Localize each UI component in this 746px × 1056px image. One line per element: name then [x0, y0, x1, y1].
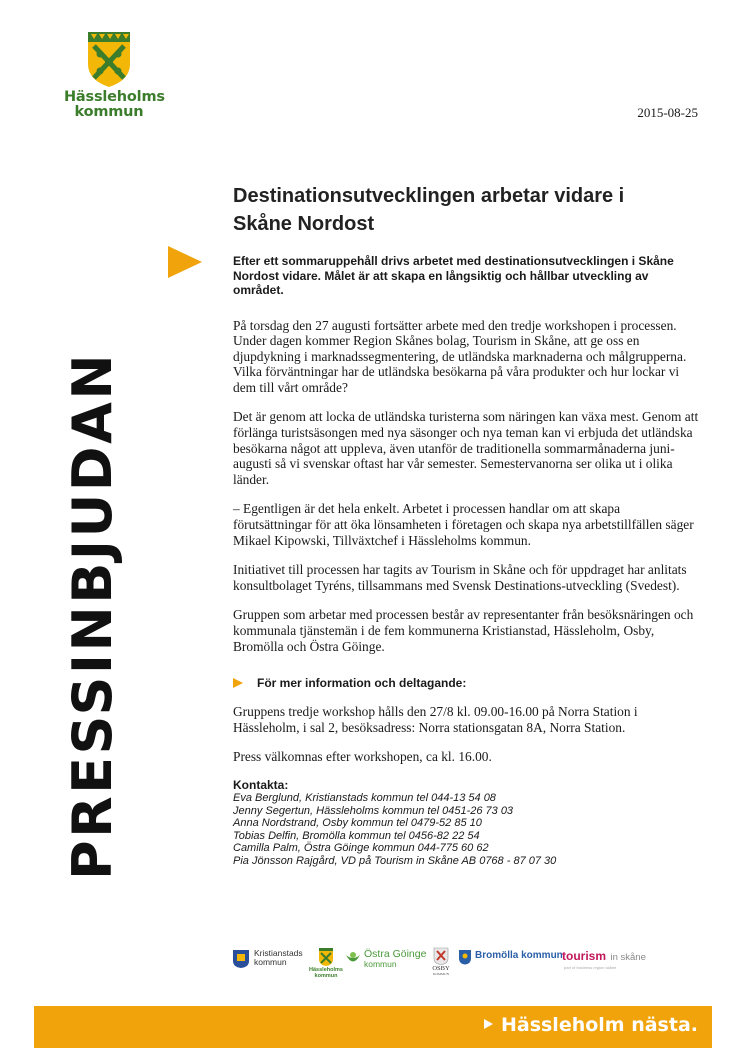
ostra-goinge-leaf-icon [344, 950, 362, 968]
bromolla-shield-icon [458, 949, 472, 965]
info-heading [233, 676, 701, 690]
hassleholm-small-shield-icon [318, 947, 334, 967]
small-arrow-icon [233, 678, 243, 688]
paragraph: – Egentligen är det hela enkelt. Arbetet i processen handlar om att skapa förutsättningar för att öka lönsamheten i företagen och skapa nya arbetstillfällen säger Mikael Kipowski, Tillväxtchef i Hässleholms kommun. [233, 501, 694, 548]
document-date: 2015-08-25 [637, 105, 698, 120]
hassleholm-logo [64, 30, 165, 120]
info-paragraph: Press välkomnas efter workshopen, ca kl. 16.00. [233, 749, 492, 765]
orange-arrow-icon [168, 246, 202, 278]
logo-name [64, 89, 165, 120]
paragraph: På torsdag den 27 augusti fortsätter arbete med den tredje workshopen i processen. Under dagen kommer Region Skånes bolag, Tourism in Skåne, att ge oss en djupdykning i marknadssegmentering, de utländska marknaderna och målgrupperna. Vilka förväntningar har de utländska besökarna på våra produkter och hur lockar vi dem till vårt område? [233, 317, 687, 395]
footer-slogan [484, 1014, 698, 1036]
contact-line: Jenny Segertun, Hässleholms kommun tel 0451-26 73 03 [233, 804, 514, 817]
contact-line: Anna Nordstrand, Osby kommun tel 0479-52 85 10 [233, 817, 482, 830]
partner-logos [232, 945, 652, 987]
osby-sub: KOMMUN [432, 972, 450, 976]
footer-slogan-text: Hässleholm nästa. [500, 1014, 698, 1036]
headline-line-2: Skåne Nordost [233, 213, 375, 235]
tourism-rest: in skåne [610, 952, 646, 963]
contact-line: Camilla Palm, Östra Göinge kommun 044-775 60 62 [233, 842, 489, 855]
contact-line: Tobias Delfin, Bromölla kommun tel 0456-82 22 54 [233, 829, 480, 842]
ostra-goinge-sub: kommun [364, 959, 397, 969]
osby-logo [428, 947, 454, 976]
contact-title: Kontakta: [233, 777, 289, 792]
hassleholm-small-logo [306, 947, 346, 979]
press-release-body [233, 182, 701, 868]
contact-line: Pia Jönsson Rajgård, VD på Tourism in Skåne AB 0768 - 87 07 30 [233, 854, 557, 867]
headline-line-1: Destinationsutvecklingen arbetar vidare i [233, 185, 625, 207]
tourism-word: tourism [562, 949, 607, 963]
hassleholm-coat-of-arms-icon [86, 30, 132, 88]
logo-line-1: Hässleholms [64, 89, 165, 105]
osby-shield-icon [433, 947, 449, 965]
hassleholm-small-sub: kommun [314, 973, 338, 979]
info-paragraph: Gruppens tredje workshop hålls den 27/8 kl. 09.00-16.00 på Norra Station i Hässleholm, i sal 2, besöksadress: Norra stationsgatan 8A, Norra Station. [233, 704, 638, 735]
osby-name: OSBY [432, 965, 450, 972]
tourism-tagline: part of business region skåne [564, 965, 617, 970]
kristianstad-name: Kristianstads [254, 948, 303, 958]
ostra-goinge-name: Östra Göinge [364, 948, 427, 960]
footer-banner [34, 1006, 712, 1048]
kristianstad-shield-icon [232, 949, 250, 969]
press-invitation-label: PRESSINBJUDAN [61, 351, 124, 880]
hassleholm-small-name: Hässleholms [309, 967, 343, 973]
headline [233, 182, 701, 238]
kristianstad-sub: kommun [254, 957, 287, 967]
info-heading-text: För mer information och deltagande: [257, 676, 467, 691]
paragraph: Gruppen som arbetar med processen består av representanter från besöksnäringen och kommunala tjänstemän i de fem kommunerna Kristianstad, Hässleholm, Osby, Bromölla och Östra Göinge. [233, 607, 694, 654]
footer-arrow-icon [484, 1019, 493, 1029]
paragraph: Initiativet till processen har tagits av Tourism in Skåne och för uppdraget har anlitats konsultbolaget Tyréns, tillsammans med Svensk Destinations-utveckling (Svedest). [233, 562, 687, 593]
paragraph: Det är genom att locka de utländska turisterna som näringen kan växa mest. Genom att förlänga turistsäsongen med nya säsonger och nya teman kan vi erbjuda det utländska besökarna något att uppleva, även utanför de traditionella sommarmånaderna juni-augusti så vi svenskar oftast har vår semester. Semestervanorna ser olika ut i olika länder. [233, 409, 699, 487]
lead-paragraph: Efter ett sommaruppehåll drivs arbetet med destinationsutvecklingen i Skåne Nordost vidare. Målet är att skapa en långsiktig och hållbar utveckling av området. [233, 254, 674, 297]
tourism-in-skane-logo [562, 947, 646, 970]
contact-line: Eva Berglund, Kristianstads kommun tel 044-13 54 08 [233, 791, 496, 804]
bromolla-name: Bromölla kommun [475, 950, 563, 961]
logo-line-2: kommun [74, 104, 144, 120]
